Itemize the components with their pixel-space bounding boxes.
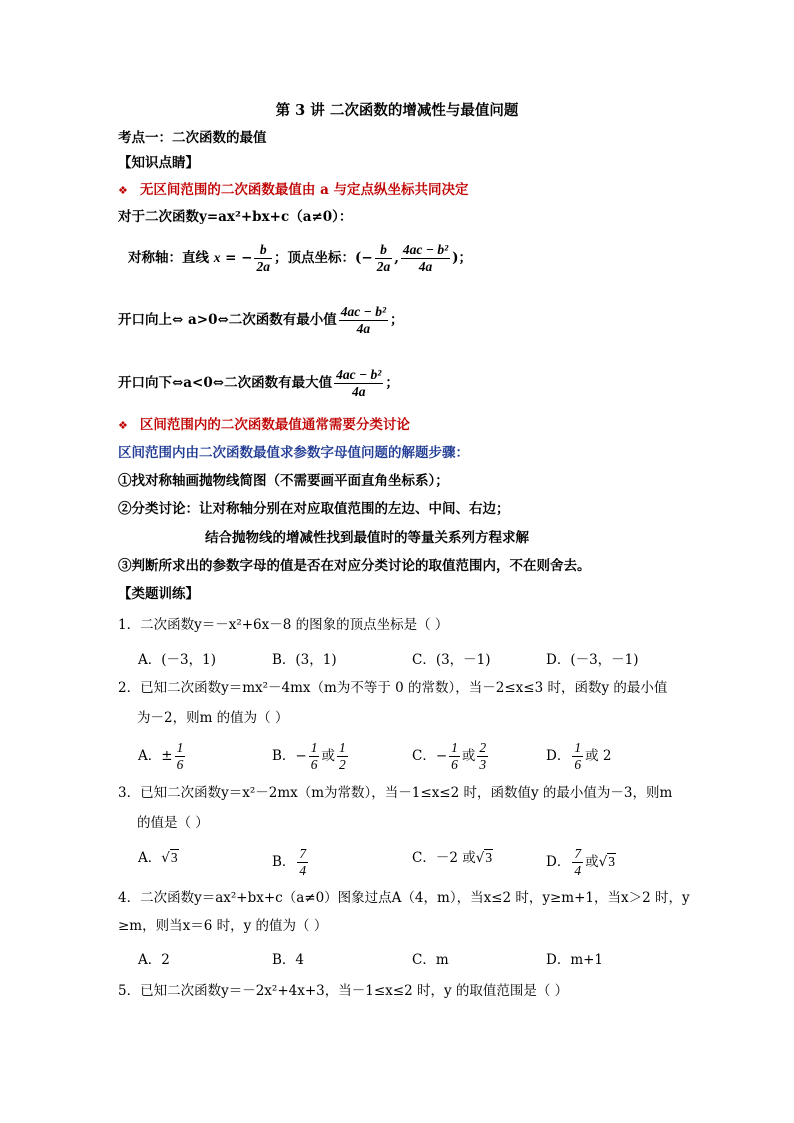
question-2-cont: 为－2，则m 的值为（ ） [137,710,289,726]
step-1: ①找对称轴画抛物线简图（不需要画平面直角坐标系）； [118,473,449,489]
open-down-line: 开口向下⇔a<0⇔二次函数有最大值 $\frac{\text{4ac − b²}}{4a}$ ； [118,367,399,399]
rule-2-text: 区间范围内的二次函数最值通常需要分类讨论 [139,417,410,433]
question-4-cont: ≥m，则当x＝6 时，y 的值为（ ） [118,918,328,934]
question-1: 1．二次函数y＝－x²+6x－8 的图象的顶点坐标是（ ） [118,617,449,633]
q2-option-b: B．− $\frac{1}{6}$ 或 $\frac{1}{2}$ [272,740,346,772]
question-3: 3．已知二次函数y＝x²－2mx（m为常数），当－1≤x≤2 时，函数值y 的最小值为－3，则m [118,785,673,801]
step-3: ③判断所求出的参数字母的值是否在对应分类讨论的取值范围内，不在则舍去。 [118,558,591,574]
knowledge-heading: 【知识点睛】 [118,155,199,171]
q4-option-a: A．2 [138,952,170,968]
question-5: 5．已知二次函数y＝－2x²+4x+3，当－1≤x≤2 时，y 的取值范围是（ ） [118,983,569,999]
q4-option-d: D．m+1 [546,952,604,968]
step-2-detail: 结合抛物线的增减性找到最值时的等量关系列方程求解 [205,530,529,546]
q3-option-a: A．√3 [138,850,178,866]
question-2: 2．已知二次函数y＝mx²－4mx（m为不等于 0 的常数），当－2≤x≤3 时，函数y 的最小值 [118,680,668,696]
lecture-title: 第 3 讲 二次函数的增减性与最值问题 [275,102,519,119]
q1-option-b: B．(3，1) [272,652,337,668]
q3-option-c: C．－2 或√3 [412,850,493,866]
function-form: y=ax²+bx+c（a≠0）： [199,209,353,225]
question-4: 4．二次函数y＝ax²+bx+c（a≠0）图象过点A（4，m），当x≤2 时，y≥m+1，当x＞2 时，y [118,890,690,906]
rule-1 [118,180,469,201]
diamond-bullet-icon: ❖ [118,184,128,197]
q2-option-d: D． $\frac{1}{6}$ 或 2 [546,740,612,772]
q1-option-d: D．(－3，－1) [546,652,639,668]
rule-2 [118,415,410,436]
q4-option-c: C．m [412,952,449,968]
section-heading: 考点一：二次函数的最值 [118,130,267,146]
q4-option-b: B．4 [272,952,305,968]
steps-title: 区间范围内由二次函数最值求参数字母值问题的解题步骤： [118,445,469,461]
rule-1-text: 无区间范围的二次函数最值由 a 与定点纵坐标共同决定 [139,182,469,198]
q2-option-a: A．± $\frac{1}{6}$ [138,740,184,772]
open-up-line: 开口向上⇔ a>0⇔二次函数有最小值 $\frac{\text{4ac − b²}}{4a}$ ； [118,304,404,336]
practice-heading: 【类题训练】 [118,586,199,602]
axis-vertex-line: 对称轴：直线 x = − $\frac{b}{2a}$ ；顶点坐标：(− $\frac{b}{2a}$ , $\frac{\text{4ac − b²}}{4a}$ )； [128,242,473,274]
function-intro: 对于二次函数y=ax²+bx+c（a≠0）： [118,209,353,225]
diamond-bullet-icon: ❖ [118,419,128,432]
question-3-cont: 的值是（ ） [137,815,209,831]
step-2: ②分类讨论：让对称轴分别在对应取值范围的左边、中间、右边； [118,501,510,517]
q1-option-a: A．(－3，1) [138,652,216,668]
q2-option-c: C．− $\frac{1}{6}$ 或 $\frac{2}{3}$ [412,740,487,772]
q3-option-b: B． $\frac{7}{4}$ [272,846,307,878]
q1-option-c: C．(3，－1) [412,652,491,668]
q3-option-d: D． $\frac{7}{4}$ 或√3 [546,846,615,878]
